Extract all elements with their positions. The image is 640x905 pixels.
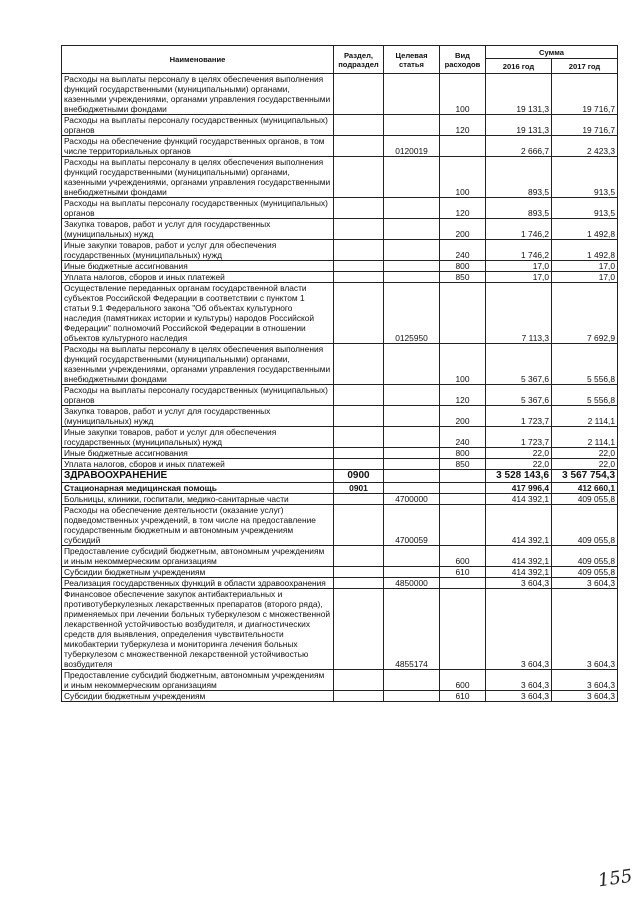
header-statya: Целевая статья [384, 46, 440, 74]
header-year-2016: 2016 год [486, 59, 552, 74]
table-row [62, 198, 618, 219]
cell-razdel [334, 691, 384, 702]
cell-vid: 200 [440, 219, 486, 240]
cell-name: Закупка товаров, работ и услуг для государственных (муниципальных) нужд [62, 219, 334, 240]
cell-sum-2016: 3 604,3 [486, 589, 552, 670]
table-row [62, 427, 618, 448]
cell-sum-2017: 3 604,3 [552, 578, 618, 589]
cell-sum-2016: 5 367,6 [486, 385, 552, 406]
header-name: Наименование [62, 46, 334, 74]
table-row [62, 578, 618, 589]
cell-vid: 800 [440, 261, 486, 272]
cell-name: Предоставление субсидий бюджетным, автономным учреждениям и иным некоммерческим организациям [62, 546, 334, 567]
table-row [62, 240, 618, 261]
cell-sum-2017: 913,5 [552, 198, 618, 219]
cell-statya [384, 406, 440, 427]
cell-razdel [334, 406, 384, 427]
cell-sum-2017: 3 604,3 [552, 670, 618, 691]
cell-razdel [334, 505, 384, 546]
cell-name: Иные закупки товаров, работ и услуг для обеспечения государственных (муниципальных) нужд [62, 240, 334, 261]
cell-statya [384, 261, 440, 272]
cell-name: Субсидии бюджетным учреждениям [62, 567, 334, 578]
cell-name: Финансовое обеспечение закупок антибактериальных и противотуберкулезных лекарственных препаратов (второго ряда), применяемых при лечении больных туберкулезом с множественной лекарственной устойчивостью возбудителя, и диагностических средств для выявления, определения чувствительности микобактерии туберкулеза и мониторинга лечения больных туберкулезом с множественной лекарственной устойчивостью возбудителя [62, 589, 334, 670]
table-row [62, 272, 618, 283]
cell-vid: 100 [440, 157, 486, 198]
table-row [62, 470, 618, 483]
cell-name: Расходы на выплаты персоналу государственных (муниципальных) органов [62, 198, 334, 219]
cell-statya [384, 198, 440, 219]
cell-name: Стационарная медицинская помощь [62, 483, 334, 494]
cell-vid: 610 [440, 691, 486, 702]
cell-razdel [334, 589, 384, 670]
cell-sum-2017: 5 556,8 [552, 385, 618, 406]
cell-name: Осуществление переданных органам государственной власти субъектов Российской Федерации в соответствии с пунктом 1 статьи 9.1 Федерального закона "Об объектах культурного наследия (памятниках истории и культуры) народов Российской Федерации" полномочий Российской Федерации в отношении объектов культурного наследия [62, 283, 334, 344]
cell-sum-2016: 414 392,1 [486, 567, 552, 578]
cell-sum-2016: 3 604,3 [486, 578, 552, 589]
cell-sum-2017: 19 716,7 [552, 74, 618, 115]
cell-statya [384, 385, 440, 406]
cell-vid [440, 136, 486, 157]
cell-sum-2017: 913,5 [552, 157, 618, 198]
table-row [62, 589, 618, 670]
cell-vid [440, 578, 486, 589]
cell-vid [440, 283, 486, 344]
cell-vid [440, 483, 486, 494]
cell-statya: 4700059 [384, 505, 440, 546]
table-row [62, 219, 618, 240]
cell-statya [384, 344, 440, 385]
cell-sum-2016: 17,0 [486, 261, 552, 272]
table-row [62, 505, 618, 546]
cell-name: Реализация государственных функций в области здравоохранения [62, 578, 334, 589]
table-row [62, 483, 618, 494]
cell-razdel [334, 494, 384, 505]
cell-vid: 100 [440, 344, 486, 385]
cell-vid: 850 [440, 272, 486, 283]
cell-razdel [334, 427, 384, 448]
cell-name: Расходы на обеспечение функций государственных органов, в том числе территориальных органов [62, 136, 334, 157]
cell-statya [384, 157, 440, 198]
cell-razdel [334, 578, 384, 589]
cell-razdel [334, 459, 384, 470]
cell-sum-2016: 414 392,1 [486, 546, 552, 567]
cell-sum-2016: 3 528 143,6 [486, 470, 552, 483]
cell-statya [384, 272, 440, 283]
cell-name: Предоставление субсидий бюджетным, автономным учреждениям и иным некоммерческим организациям [62, 670, 334, 691]
table-row [62, 494, 618, 505]
header-razdel: Раздел, подраздел [334, 46, 384, 74]
cell-statya [384, 74, 440, 115]
table-row [62, 567, 618, 578]
cell-sum-2016: 1 723,7 [486, 427, 552, 448]
cell-statya [384, 670, 440, 691]
cell-vid [440, 589, 486, 670]
table-row [62, 670, 618, 691]
cell-sum-2017: 3 567 754,3 [552, 470, 618, 483]
cell-razdel [334, 115, 384, 136]
cell-sum-2016: 2 666,7 [486, 136, 552, 157]
cell-sum-2016: 414 392,1 [486, 494, 552, 505]
cell-razdel [334, 385, 384, 406]
cell-vid: 600 [440, 670, 486, 691]
cell-vid: 240 [440, 240, 486, 261]
cell-vid [440, 494, 486, 505]
cell-razdel: 0901 [334, 483, 384, 494]
cell-name: Иные бюджетные ассигнования [62, 261, 334, 272]
cell-statya: 4850000 [384, 578, 440, 589]
cell-sum-2017: 22,0 [552, 448, 618, 459]
budget-table [61, 45, 618, 702]
cell-name: Расходы на выплаты персоналу в целях обеспечения выполнения функций государственными (муниципальными) органами, казенными учреждениями, органами управления государственными внебюджетными фондами [62, 157, 334, 198]
cell-statya [384, 448, 440, 459]
cell-sum-2016: 17,0 [486, 272, 552, 283]
cell-razdel [334, 670, 384, 691]
table-row [62, 157, 618, 198]
cell-sum-2016: 1 723,7 [486, 406, 552, 427]
cell-name: Субсидии бюджетным учреждениям [62, 691, 334, 702]
cell-name: Уплата налогов, сборов и иных платежей [62, 459, 334, 470]
cell-sum-2017: 409 055,8 [552, 546, 618, 567]
cell-razdel: 0900 [334, 470, 384, 483]
cell-sum-2016: 7 113,3 [486, 283, 552, 344]
cell-sum-2016: 3 604,3 [486, 670, 552, 691]
cell-sum-2017: 22,0 [552, 459, 618, 470]
table-row [62, 283, 618, 344]
cell-statya [384, 459, 440, 470]
cell-vid: 100 [440, 74, 486, 115]
cell-vid: 120 [440, 115, 486, 136]
cell-vid: 120 [440, 198, 486, 219]
cell-vid: 800 [440, 448, 486, 459]
cell-sum-2016: 893,5 [486, 198, 552, 219]
cell-name: Уплата налогов, сборов и иных платежей [62, 272, 334, 283]
cell-statya: 0120019 [384, 136, 440, 157]
table-body [62, 74, 618, 702]
cell-razdel [334, 240, 384, 261]
table-row [62, 385, 618, 406]
cell-sum-2017: 412 660,1 [552, 483, 618, 494]
table-row [62, 344, 618, 385]
cell-statya [384, 427, 440, 448]
cell-statya [384, 470, 440, 483]
cell-name: Иные бюджетные ассигнования [62, 448, 334, 459]
cell-razdel [334, 448, 384, 459]
cell-razdel [334, 283, 384, 344]
header-summa: Сумма [486, 46, 618, 59]
cell-name: ЗДРАВООХРАНЕНИЕ [62, 470, 334, 483]
cell-vid: 120 [440, 385, 486, 406]
table-row [62, 136, 618, 157]
cell-vid [440, 505, 486, 546]
cell-razdel [334, 74, 384, 115]
cell-sum-2016: 417 996,4 [486, 483, 552, 494]
table-row [62, 448, 618, 459]
cell-statya: 0125950 [384, 283, 440, 344]
cell-sum-2016: 22,0 [486, 459, 552, 470]
cell-sum-2016: 19 131,3 [486, 115, 552, 136]
cell-vid: 600 [440, 546, 486, 567]
cell-sum-2016: 1 746,2 [486, 219, 552, 240]
cell-razdel [334, 344, 384, 385]
cell-sum-2016: 22,0 [486, 448, 552, 459]
cell-name: Иные закупки товаров, работ и услуг для обеспечения государственных (муниципальных) нужд [62, 427, 334, 448]
cell-vid [440, 470, 486, 483]
table-row [62, 691, 618, 702]
cell-sum-2017: 19 716,7 [552, 115, 618, 136]
cell-sum-2016: 893,5 [486, 157, 552, 198]
cell-name: Расходы на выплаты персоналу в целях обеспечения выполнения функций государственными (муниципальными) органами, казенными учреждениями, органами управления государственными внебюджетными фондами [62, 344, 334, 385]
header-vid: Вид расходов [440, 46, 486, 74]
table-row [62, 115, 618, 136]
cell-sum-2017: 409 055,8 [552, 494, 618, 505]
cell-sum-2017: 1 492,8 [552, 240, 618, 261]
cell-razdel [334, 136, 384, 157]
cell-sum-2017: 2 114,1 [552, 427, 618, 448]
cell-razdel [334, 272, 384, 283]
cell-statya: 4855174 [384, 589, 440, 670]
cell-sum-2017: 17,0 [552, 261, 618, 272]
cell-sum-2016: 414 392,1 [486, 505, 552, 546]
table-row [62, 406, 618, 427]
cell-vid: 200 [440, 406, 486, 427]
cell-sum-2016: 3 604,3 [486, 691, 552, 702]
cell-statya [384, 483, 440, 494]
cell-statya [384, 691, 440, 702]
cell-sum-2017: 2 423,3 [552, 136, 618, 157]
page-number: 155 [596, 865, 634, 892]
cell-sum-2016: 5 367,6 [486, 344, 552, 385]
cell-sum-2017: 2 114,1 [552, 406, 618, 427]
cell-vid: 610 [440, 567, 486, 578]
cell-name: Закупка товаров, работ и услуг для государственных (муниципальных) нужд [62, 406, 334, 427]
cell-razdel [334, 567, 384, 578]
cell-name: Расходы на обеспечение деятельности (оказание услуг) подведомственных учреждений, в том числе на предоставление государственным бюджетным и автономным учреждениям субсидий [62, 505, 334, 546]
cell-sum-2016: 1 746,2 [486, 240, 552, 261]
cell-sum-2017: 3 604,3 [552, 589, 618, 670]
cell-statya [384, 115, 440, 136]
table-row [62, 261, 618, 272]
cell-statya [384, 546, 440, 567]
cell-name: Больницы, клиники, госпитали, медико-санитарные части [62, 494, 334, 505]
table-row [62, 546, 618, 567]
table-row [62, 459, 618, 470]
cell-sum-2017: 409 055,8 [552, 505, 618, 546]
table-row [62, 74, 618, 115]
cell-statya [384, 240, 440, 261]
cell-vid: 240 [440, 427, 486, 448]
cell-sum-2017: 409 055,8 [552, 567, 618, 578]
cell-razdel [334, 546, 384, 567]
cell-sum-2017: 5 556,8 [552, 344, 618, 385]
cell-razdel [334, 261, 384, 272]
cell-name: Расходы на выплаты персоналу в целях обеспечения выполнения функций государственными (муниципальными) органами, казенными учреждениями, органами управления государственными внебюджетными фондами [62, 74, 334, 115]
cell-sum-2017: 7 692,9 [552, 283, 618, 344]
cell-sum-2017: 17,0 [552, 272, 618, 283]
cell-statya [384, 567, 440, 578]
cell-statya [384, 219, 440, 240]
header-year-2017: 2017 год [552, 59, 618, 74]
cell-name: Расходы на выплаты персоналу государственных (муниципальных) органов [62, 385, 334, 406]
table-header [62, 46, 618, 74]
cell-name: Расходы на выплаты персоналу государственных (муниципальных) органов [62, 115, 334, 136]
cell-razdel [334, 157, 384, 198]
cell-vid: 850 [440, 459, 486, 470]
cell-sum-2017: 3 604,3 [552, 691, 618, 702]
cell-statya: 4700000 [384, 494, 440, 505]
cell-razdel [334, 198, 384, 219]
cell-sum-2016: 19 131,3 [486, 74, 552, 115]
cell-sum-2017: 1 492,8 [552, 219, 618, 240]
cell-razdel [334, 219, 384, 240]
